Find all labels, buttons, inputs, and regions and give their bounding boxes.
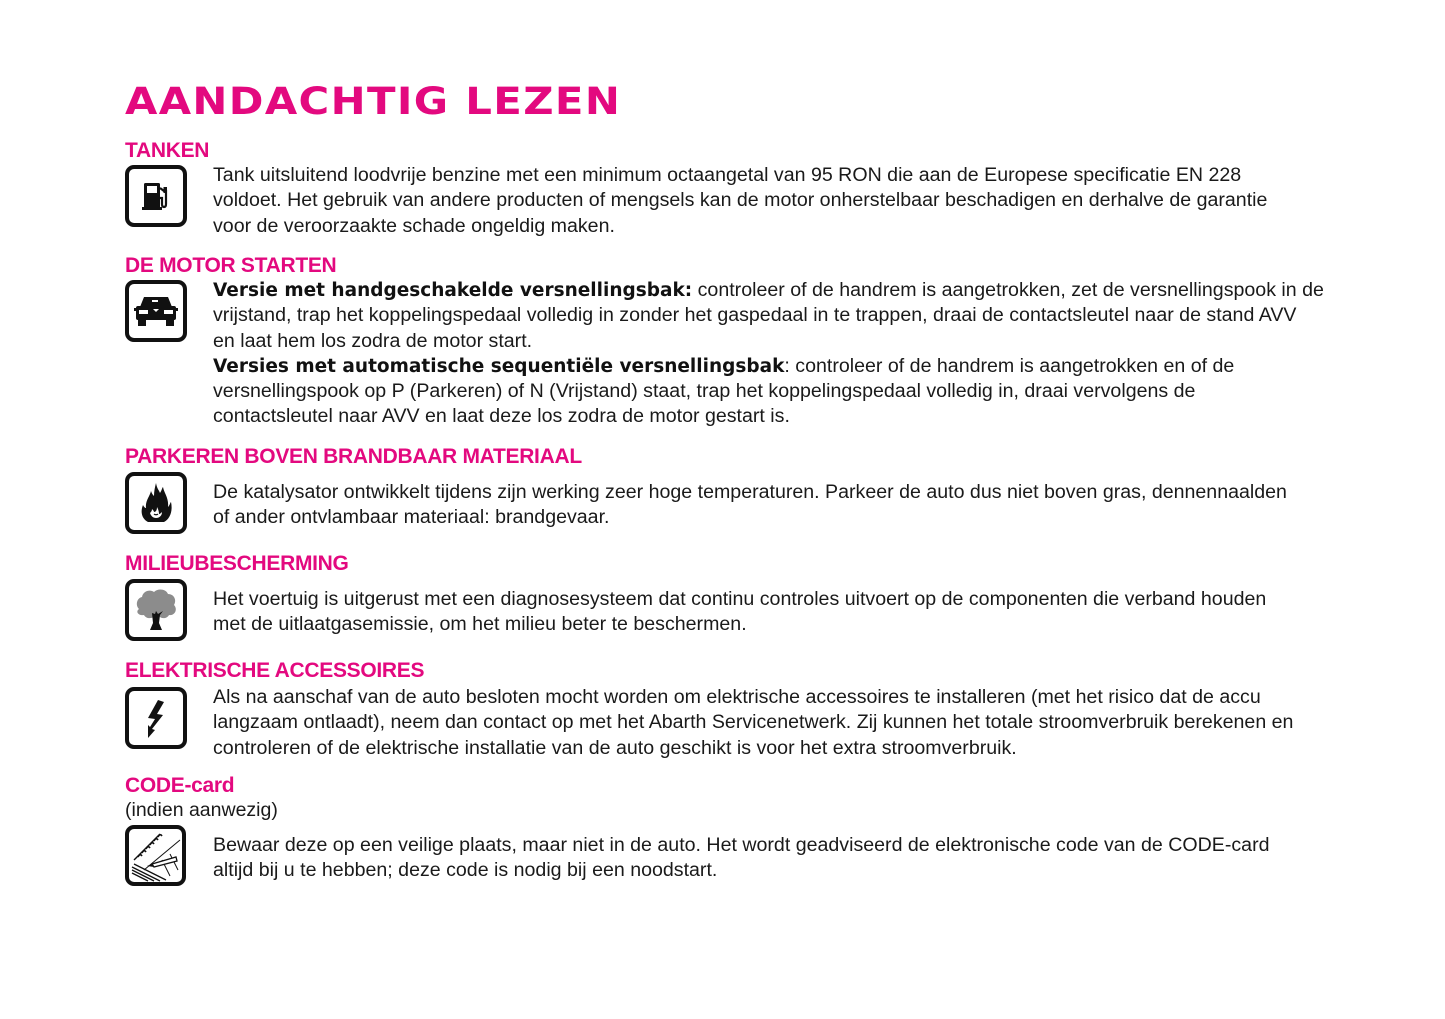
section-heading: TANKEN bbox=[125, 139, 210, 162]
section-heading: PARKEREN BOVEN BRANDBAAR MATERIAAL bbox=[125, 445, 582, 468]
section-body bbox=[213, 480, 1378, 531]
car-front-icon bbox=[125, 280, 187, 342]
text-line: Als na aanschaf van de auto besloten mocht worden om elektrische accessoires te installeren (met het risico dat de accu bbox=[213, 686, 1261, 708]
text-line: Tank uitsluitend loodvrije benzine met een minimum octaangetal van 95 RON die aan de Europese specificatie EN 228 bbox=[213, 164, 1242, 186]
notepad-pencil-icon bbox=[125, 825, 186, 886]
text-line: met de uitlaatgasemissie, om het milieu beter te beschermen. bbox=[213, 613, 747, 636]
text-line: Bewaar deze op een veilige plaats, maar niet in de auto. Het wordt geadviseerd de elektronische code van de CODE-card bbox=[213, 834, 1270, 856]
section-body bbox=[213, 685, 1378, 761]
section-motor-starten bbox=[125, 254, 1375, 428]
text-line: Het voertuig is uitgerust met een diagnosesysteem dat continu controles uitvoert op de componenten die verband houden bbox=[213, 588, 1267, 610]
section-body bbox=[213, 587, 1378, 638]
fuel-pump-icon bbox=[125, 165, 187, 227]
text-line: controleren of de elektrische installatie van de auto geschikt is voor het extra stroomverbruik. bbox=[213, 736, 1017, 759]
automatic-gearbox-label: Versies met automatische sequentiële versnellingsbak bbox=[213, 355, 785, 377]
text-line: altijd bij u te hebben; deze code is nodig bij een noodstart. bbox=[213, 859, 718, 882]
section-heading: ELEKTRISCHE ACCESSOIRES bbox=[125, 659, 425, 682]
text-line: De katalysator ontwikkelt tijdens zijn werking zeer hoge temperaturen. Parkeer de auto dus niet boven gras, dennennaalden bbox=[213, 481, 1287, 503]
section-milieubescherming bbox=[125, 552, 1375, 636]
text-run: controleer of de handrem is aangetrokken, zet de versnellingspook in de bbox=[692, 279, 1324, 301]
section-heading: MILIEUBESCHERMING bbox=[125, 552, 349, 575]
text-line: langzaam ontlaadt), neem dan contact op met het Abarth Servicenetwerk. Zij kunnen het totale stroomverbruik berekenen en bbox=[213, 711, 1294, 734]
tree-icon bbox=[125, 579, 187, 641]
text-line bbox=[213, 278, 1378, 303]
section-body bbox=[213, 163, 1378, 239]
section-heading: DE MOTOR STARTEN bbox=[125, 254, 337, 277]
section-parkeren bbox=[125, 445, 1375, 529]
page-title: AANDACHTIG LEZEN bbox=[125, 80, 622, 123]
section-elektrische-accessoires bbox=[125, 659, 1375, 759]
section-body bbox=[213, 278, 1378, 430]
text-line: voor de veroorzaakte schade ongeldig maken. bbox=[213, 214, 615, 237]
section-tanken bbox=[125, 139, 1375, 237]
section-subheading: (indien aanwezig) bbox=[125, 799, 278, 821]
lightning-bolt-icon bbox=[125, 687, 187, 749]
text-line: voldoet. Het gebruik van andere producten of mengsels kan de motor onherstelbaar beschadigen en derhalve de garantie bbox=[213, 189, 1268, 212]
text-line: en laat hem los zodra de motor start. bbox=[213, 329, 533, 352]
text-line: of ander ontvlambaar materiaal: brandgevaar. bbox=[213, 506, 610, 529]
text-line: vrijstand, trap het koppelingspedaal volledig in zonder het gaspedaal in te trappen, draai de contactsleutel naar de stand AVV bbox=[213, 304, 1297, 327]
text-line bbox=[213, 354, 1378, 379]
flame-icon bbox=[125, 472, 187, 534]
manual-gearbox-label: Versie met handgeschakelde versnellingsbak: bbox=[213, 280, 693, 301]
text-run: : controleer of de handrem is aangetrokken en of de bbox=[784, 354, 1235, 377]
text-line: versnellingspook op P (Parkeren) of N (Vrijstand) staat, trap het koppelingspedaal volledig in, draai vervolgens de bbox=[213, 380, 1196, 403]
section-body bbox=[213, 833, 1378, 884]
section-code-card bbox=[125, 774, 1375, 882]
text-line: contactsleutel naar AVV en laat deze los zodra de motor gestart is. bbox=[213, 405, 790, 428]
section-heading: CODE-card bbox=[125, 774, 235, 797]
